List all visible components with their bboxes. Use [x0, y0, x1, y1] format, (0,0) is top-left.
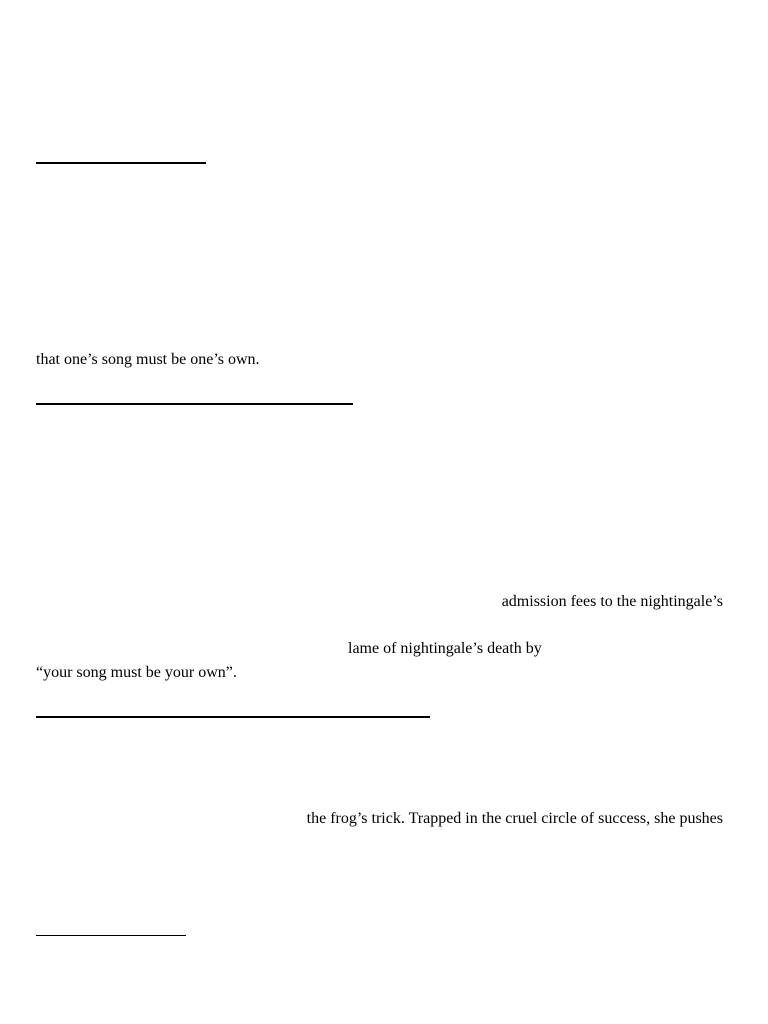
text-line-admission-fees: admission fees to the nightingale’s [501, 593, 723, 610]
text-line-nightingale-death: lame of nightingale’s death by [348, 640, 542, 657]
underline-rule-3 [36, 716, 430, 718]
underline-rule-1 [36, 162, 206, 164]
footnote-separator-rule [36, 935, 186, 936]
text-line-frogs-trick: the frog’s trick. Trapped in the cruel circle of success, she pushes [306, 810, 723, 827]
text-line-your-song: “your song must be your own”. [36, 664, 237, 681]
underline-rule-2 [36, 403, 353, 405]
text-line-song-own: that one’s song must be one’s own. [36, 351, 260, 368]
